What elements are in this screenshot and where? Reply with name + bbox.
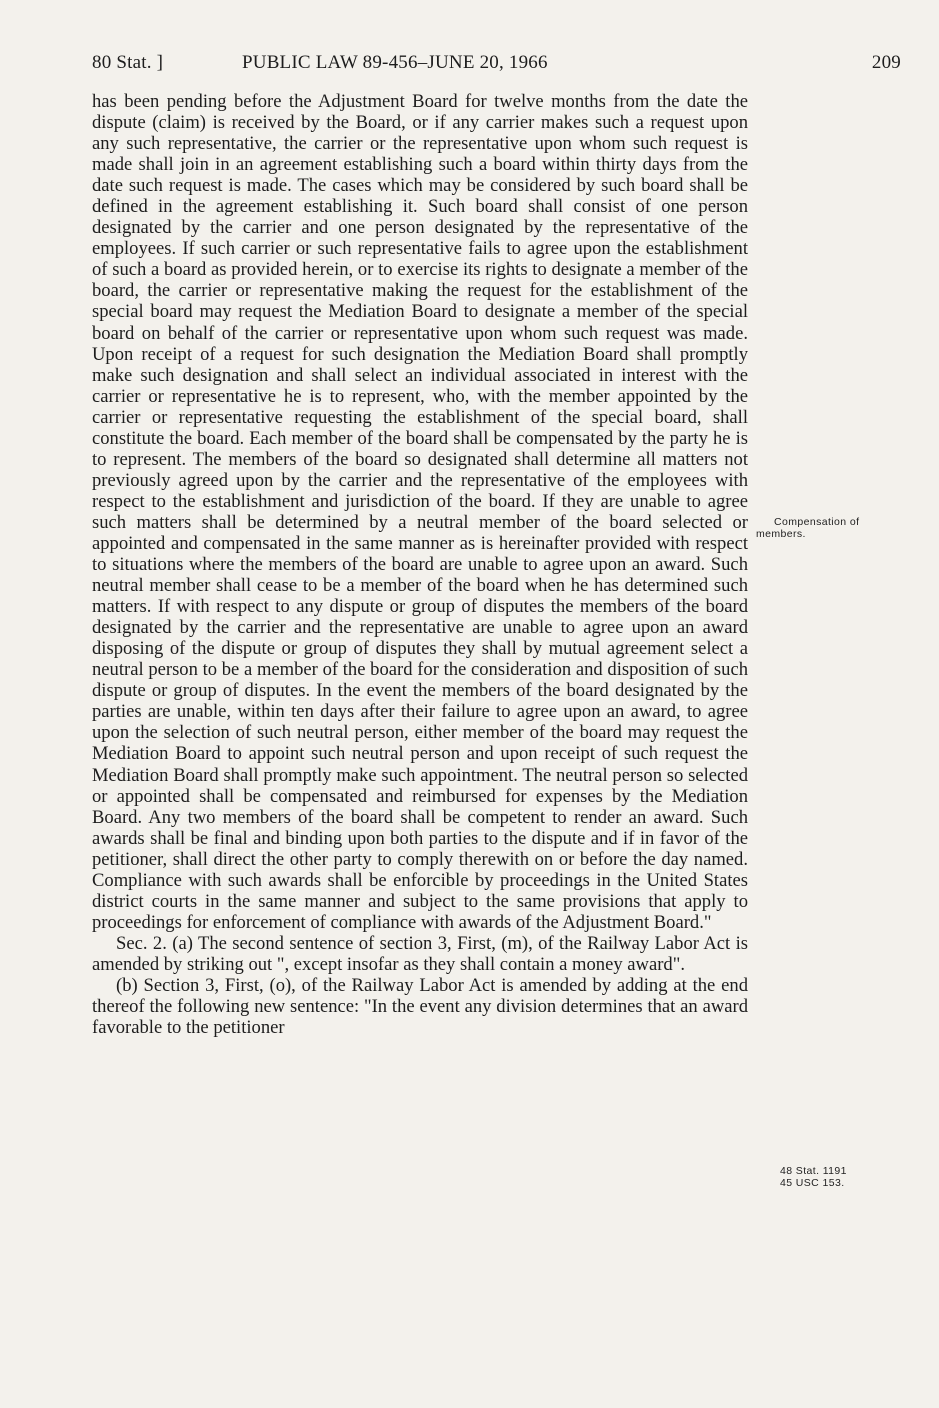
sidenote-compensation-line1: Compensation of [774, 516, 860, 528]
sidenote-citation-line2: 45 USC 153. [780, 1177, 845, 1189]
sidenote-citation-line1: 48 Stat. 1191 [780, 1165, 847, 1177]
volume-reference: 80 Stat. ] [92, 52, 164, 73]
law-title: PUBLIC LAW 89-456–JUNE 20, 1966 [242, 52, 548, 73]
sidenote-citation [780, 1165, 900, 1189]
sidenote-compensation-line2: members. [756, 528, 806, 540]
page-number: 209 [871, 52, 901, 73]
paragraph-continuation: has been pending before the Adjustment Board for twelve months from the date the dispute (claim) is received by the Board, or if any carrier makes such a request upon any such representative, the carrier or the representative upon whom such request is made shall join in an agreement establishing such a board within thirty days from the date such request is made. The cases which may be considered by such board shall be defined in the agreement establishing it. Such board shall consist of one person designated by the carrier and one person designated by the representative of the employees. If such carrier or such representative fails to agree upon the establishment of such a board as provided herein, or to exercise its rights to designate a member of the board, the carrier or representative making the request for the establishment of the special board may request the Mediation Board to designate a member of the special board on behalf of the carrier or representative upon whom such request was made. Upon receipt of a request for such designation the Mediation Board shall promptly make such designation and shall select an individual associated in interest with the carrier or representative he is to represent, who, with the member appointed by the carrier or representative requesting the establishment of the special board, shall constitute the board. Each member of the board shall be compensated by the party he is to represent. The members of the board so designated shall determine all matters not previously agreed upon by the carrier and the representative of the employees with respect to the establishment and jurisdiction of the board. If they are unable to agree such matters shall be determined by a neutral member of the board selected or appointed and compensated in the same manner as is hereinafter provided with respect to situations where the members of the board are unable to agree upon an award. Such neutral member shall cease to be a member of the board when he has determined such matters. If with respect to any dispute or group of disputes the members of the board designated by the carrier and the representative are unable to agree upon an award disposing of the dispute or group of disputes they shall by mutual agreement select a neutral person to be a member of the board for the consideration and disposition of such dispute or group of disputes. In the event the members of the board designated by the parties are unable, within ten days after their failure to agree upon an award, to agree upon the selection of such neutral person, either member of the board may request the Mediation Board to appoint such neutral person and upon receipt of such request the Mediation Board shall promptly make such appointment. The neutral person so selected or appointed shall be compensated and reimbursed for expenses by the Mediation Board. Any two members of the board shall be competent to render an award. Such awards shall be final and binding upon both parties to the dispute and if in favor of the petitioner, shall direct the other party to comply therewith on or before the day named. Compliance with such awards shall be enforcible by proceedings in the United States district courts in the same manner and subject to the same provisions that apply to proceedings for enforcement of compliance with awards of the Adjustment Board." [92, 91, 748, 933]
paragraph-sec-2a: Sec. 2. (a) The second sentence of section 3, First, (m), of the Railway Labor Act is amended by striking out ", except insofar as they shall contain a money award". [92, 932, 748, 975]
main-text [92, 91, 748, 1038]
sidenote-compensation [756, 516, 906, 540]
running-head [92, 52, 901, 78]
paragraph-sec-2b: (b) Section 3, First, (o), of the Railway Labor Act is amended by adding at the end thereof the following new sentence: "In the event any division determines that an award favorable to the petitioner [92, 974, 748, 1039]
